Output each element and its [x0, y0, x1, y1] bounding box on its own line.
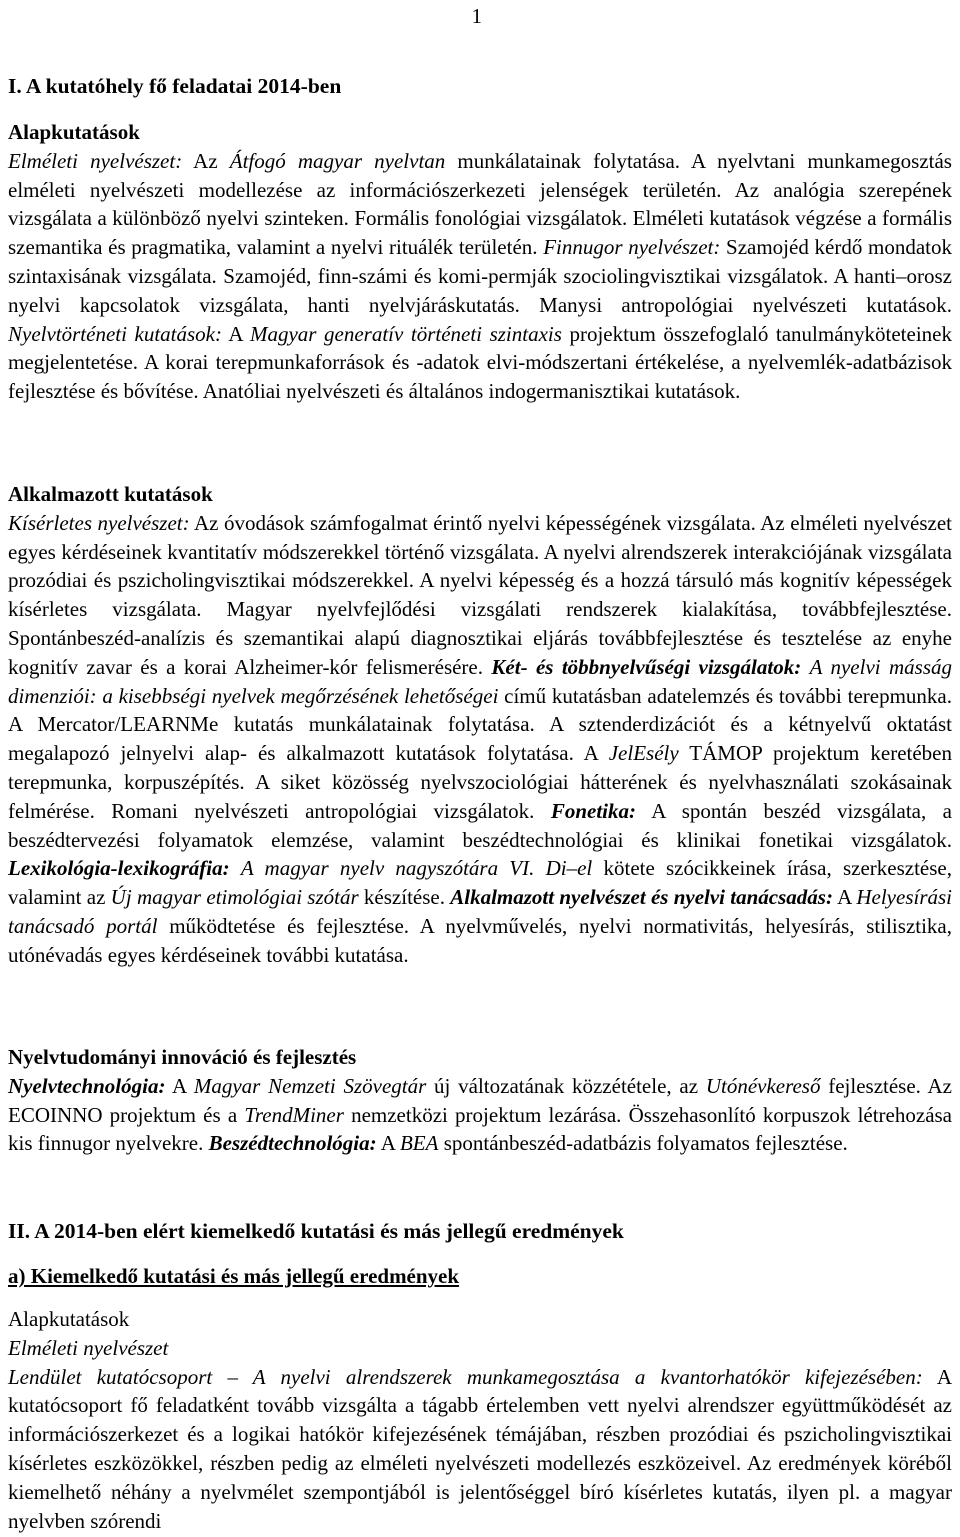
text-run: új változatának közzététele, az [426, 1073, 706, 1098]
text-run: Két- és többnyelvűségi vizsgálatok: [491, 654, 802, 679]
text-run: A [832, 885, 857, 910]
basic-research-block [8, 118, 952, 406]
text-run: Nyelvtechnológia: [8, 1073, 166, 1098]
text-run: BEA [399, 1131, 439, 1156]
text-run: fejlesztése. Az ECOINNO projektum és a [8, 1073, 953, 1127]
text-run: A magyar nyelv nagyszótára VI. Di–el [240, 856, 593, 881]
text-run: A spontán beszéd vizsgálata, a beszédtervezési folyamatok elemzése, valamint beszédtechnológiai és klinikai fonetikai vizsgálatok. [8, 798, 952, 852]
text-run: TrendMiner [244, 1102, 344, 1127]
text-run: Alkalmazott nyelvészet és nyelvi tanácsadás: [450, 885, 833, 910]
text-run: Nyelvtörténeti kutatások: [8, 321, 222, 346]
text-run: A [222, 321, 250, 346]
section-1-title: I. A kutatóhely fő feladatai 2014-ben [8, 74, 342, 98]
applied-research-paragraph [8, 509, 952, 970]
applied-research-block [8, 480, 952, 970]
text-run: Új magyar etimológiai szótár [110, 885, 359, 910]
basic-research-paragraph [8, 147, 952, 406]
text-run: A kutatócsoport fő feladatként tovább vizsgálta a tágabb értelemben vett nyelvi alrendszer együttműködését az információszerkezet és a logikai hatókör kifejezésének témájában, részben prozódiai és pszicholingvisztikai kísérletes eszközökkel, részben pedig az elméleti nyelvészeti modellezés eszközeivel. Az eredmények köréből kiemelhető néhány a nyelvmélet szempontjából is jelentőséggel bíró kísérletes kutatás, ilyen pl. a magyar nyelvben szórendi [8, 1364, 952, 1533]
text-run: JelEsély [608, 741, 679, 766]
text-run: Az óvodások számfogalmat érintő nyelvi képességének vizsgálata. Az elméleti nyelvészet egyes kérdéseinek kvantitatív módszerekkel történő vizsgálata. A nyelvi alrendszerek interakciójának vizsgálata prozódiai és pszicholingvisztikai módszerekkel. A nyelvi képesség és a hozzá társuló más kognitív képességek kísérletes vizsgálata. Magyar nyelvfejlődési vizsgálati rendszerek kialakítása, továbbfejlesztése. Spontánbeszéd-analízis és szemantikai alapú diagnosztikai eljárás továbbfejlesztése és tesztelése az enyhe kognitív zavar és a korai Alzheimer-kór felismerésére. [8, 510, 952, 679]
text-run: A [376, 1131, 400, 1156]
text-run: Finnugor nyelvészet: [543, 235, 721, 260]
section-2-basic-block [8, 1305, 952, 1535]
section-2-subheading: Elméleti nyelvészet [8, 1335, 169, 1360]
basic-research-heading: Alapkutatások [8, 120, 140, 144]
innovation-block [8, 1043, 952, 1158]
text-run: kötete szócikkeinek írása, szerkesztése, valamint az [8, 856, 952, 910]
text-run: Fonetika: [550, 798, 636, 823]
text-run: Beszédtechnológia: [208, 1131, 377, 1156]
text-run: című kutatásban adatelemzés és további terepmunka. A Mercator/LEARNMe kutatás munkálatainak folytatása. A sztenderdizációt és a kétnyelvű oktatást megalapozó jelnyelvi alap- és alkalmazott kutatások folytatása. A [8, 683, 952, 766]
section-2a-title: a) Kiemelkedő kutatási és más jellegű eredmények [8, 1264, 460, 1288]
text-run: TÁMOP projektum keretében terepmunka, korpuszépítés. A siket közösség nyelvszociológiai hátterének és nyelvhasználati szokásainak felmérése. Romani nyelvészeti antropológiai vizsgálatok. [8, 741, 953, 823]
section-2-basic-heading: Alapkutatások [8, 1307, 130, 1331]
section-2-paragraph [8, 1363, 952, 1536]
text-run: Magyar generatív történeti szintaxis [249, 321, 562, 346]
text-run: készítése. [358, 885, 451, 910]
text-run: Lexikológia-lexikográfia: [8, 856, 230, 881]
text-run: Elméleti nyelvészet: [8, 148, 183, 173]
text-run: projektum összefoglaló tanulmányköteteinek megjelentetése. A korai terepmunkaforrások és -adatok elvi-módszertani értékelése, a nyelvemlék-adatbázisok fejlesztése és bővítése. Anatóliai nyelvészeti és általános indogermanisztikai kutatások. [8, 321, 952, 404]
text-run: Az [182, 148, 230, 173]
text-run: Magyar Nemzeti Szövegtár [193, 1073, 427, 1098]
text-run: Lendület kutatócsoport – A nyelvi alrendszerek munkamegosztása a kvantorhatókör kifejezésében: [8, 1364, 923, 1389]
text-run: A nyelvi másság dimenziói: a kisebbségi nyelvek megőrzésének lehetőségei [8, 654, 953, 708]
innovation-paragraph [8, 1072, 952, 1158]
text-run: spontánbeszéd-adatbázis folyamatos fejlesztése. [438, 1131, 848, 1156]
innovation-heading: Nyelvtudományi innováció és fejlesztés [8, 1045, 357, 1069]
text-run: Utónévkereső [705, 1073, 821, 1098]
text-run: A [165, 1073, 194, 1098]
text-run: működtetése és fejlesztése. A nyelvművelés, nyelvi normativitás, helyesírás, stilisztika, utónévadás egyes kérdéseinek további kutatása. [8, 913, 953, 967]
text-run: Szamojéd kérdő mondatok szintaxisának vizsgálata. Szamojéd, finn-számi és komi-permják szociolingvisztikai vizsgálatok. A hanti–orosz nyelvi kapcsolatok vizsgálata, hanti nyelvjáráskutatás. Manysi antropológiai nyelvészeti kutatások. [8, 235, 952, 317]
text-run: Helyesírási tanácsadó portál [8, 885, 953, 938]
text-run: Kísérletes nyelvészet: [8, 510, 190, 535]
text-run: Átfogó magyar nyelvtan [229, 148, 446, 173]
applied-research-heading: Alkalmazott kutatások [8, 482, 213, 506]
text-run: munkálatainak folytatása. A nyelvtani munkamegosztás elméleti nyelvészeti modellezése az információszerkezeti jelenségek területén. Az analógia szerepének vizsgálata a különböző nyelvi szinteken. Formális fonológiai vizsgálatok. Elméleti kutatások végzése a formális szemantika és pragmatika, valamint a nyelvi rituálék területén. [8, 148, 952, 260]
page-number: 1 [471, 4, 482, 28]
text-run: nemzetközi projektum lezárása. Összehasonlító korpuszok létrehozása kis finnugor nyelvekre. [8, 1102, 953, 1156]
text-run [801, 655, 809, 679]
text-run [230, 856, 241, 880]
section-2-title: II. A 2014-ben elért kiemelkedő kutatási és más jellegű eredmények [8, 1219, 624, 1243]
